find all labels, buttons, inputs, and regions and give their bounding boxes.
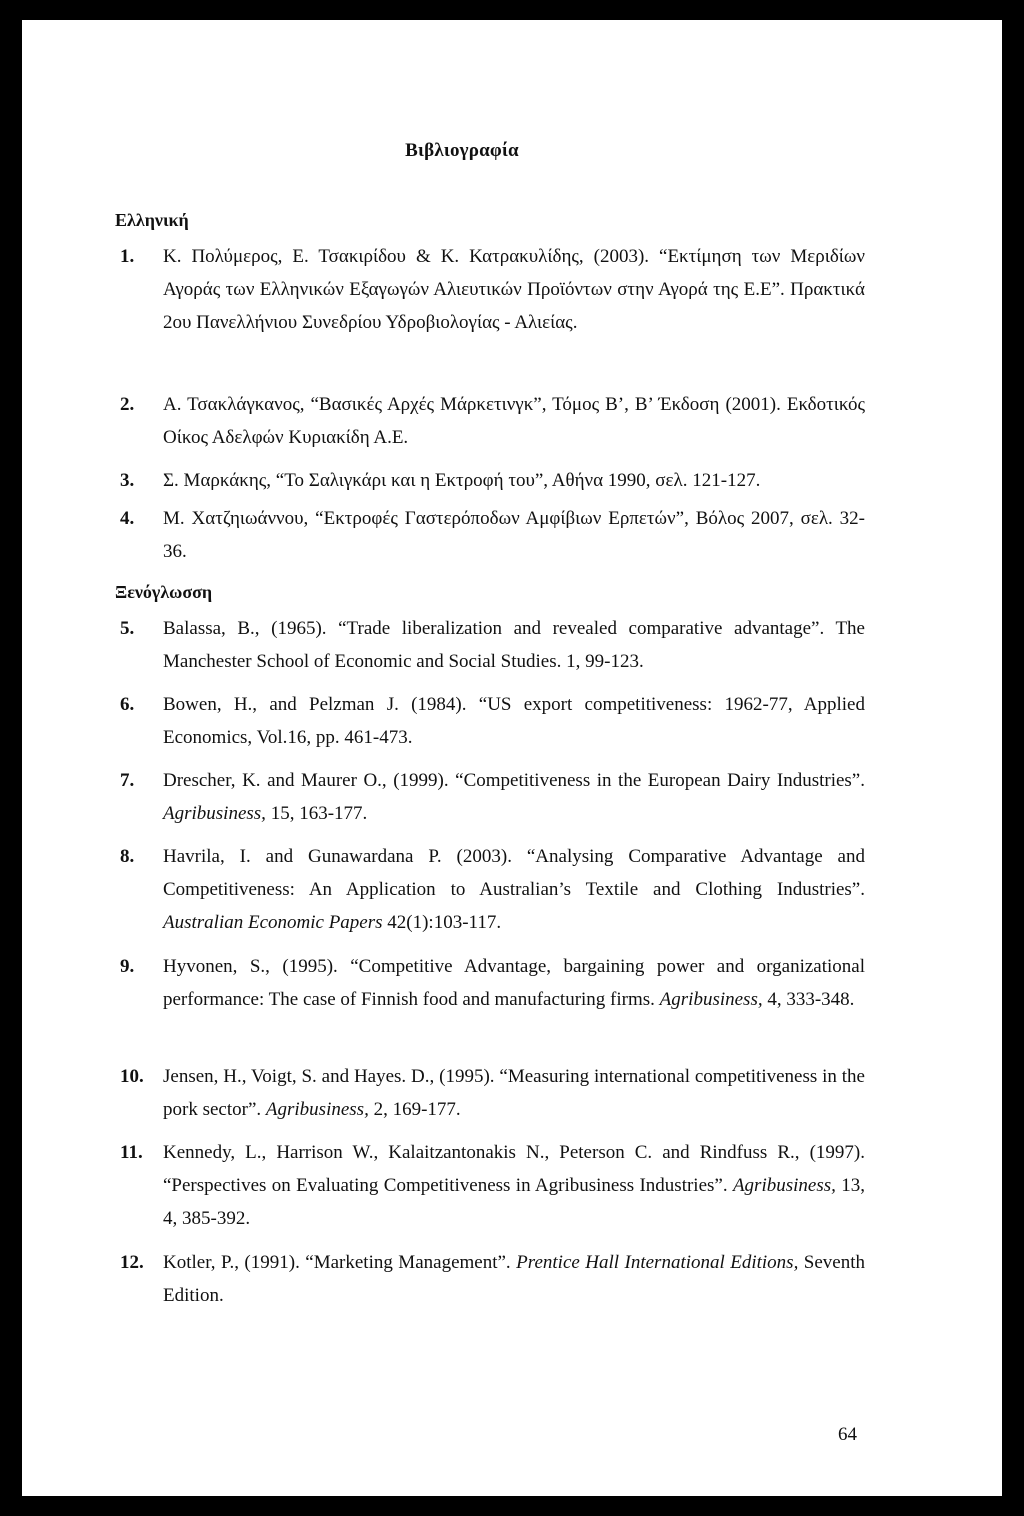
reference-number: 5.	[120, 618, 135, 639]
journal-name: Agribusiness,	[163, 803, 266, 824]
journal-name: Agribusiness,	[659, 989, 763, 1010]
reference-item	[120, 240, 865, 339]
reference-item	[120, 464, 865, 497]
reference-item	[120, 1136, 865, 1235]
reference-text: Hyvonen, S., (1995). “Competitive Advantage, bargaining power and organizational performance: The case of Finnish food and manufacturing firms. Agribusiness, 4, 333-348.	[163, 956, 865, 1010]
reference-text: Kotler, P., (1991). “Marketing Management”. Prentice Hall International Editions, Seventh Edition.	[163, 1252, 866, 1306]
section-heading-greek: Ελληνική	[115, 210, 189, 230]
reference-item	[120, 1246, 865, 1312]
reference-number: 3.	[120, 470, 135, 491]
reference-text: Jensen, H., Voigt, S. and Hayes. D., (1995). “Measuring international competitiveness in the pork sector”. Agribusiness, 2, 169-177.	[163, 1066, 865, 1120]
reference-text: Μ. Χατζηιωάννου, “Εκτροφές Γαστερόποδων Αμφίβιων Ερπετών”, Βόλος 2007, σελ. 32-36.	[163, 508, 865, 562]
document-page	[22, 20, 1002, 1496]
reference-text: Σ. Μαρκάκης, “Το Σαλιγκάρι και η Εκτροφή του”, Αθήνα 1990, σελ. 121-127.	[163, 470, 761, 491]
reference-text: Drescher, K. and Maurer O., (1999). “Competitiveness in the European Dairy Industries”. Agribusiness, 15, 163-177.	[163, 770, 865, 824]
reference-item	[120, 764, 865, 830]
journal-name: Prentice Hall International Editions,	[516, 1252, 799, 1273]
reference-number: 8.	[120, 846, 135, 867]
reference-text: Kennedy, L., Harrison W., Kalaitzantonakis N., Peterson C. and Rindfuss R., (1997). “Perspectives on Evaluating Competitiveness in Agribusiness Industries”. Agribusiness, 13, 4, 385-392.	[163, 1142, 865, 1229]
reference-number: 10.	[120, 1066, 144, 1087]
reference-number: 12.	[120, 1252, 144, 1273]
page-number: 64	[838, 1424, 857, 1445]
reference-number: 6.	[120, 694, 135, 715]
reference-text: Bowen, H., and Pelzman J. (1984). “US export competitiveness: 1962-77, Applied Economics, Vol.16, pp. 461-473.	[163, 694, 865, 748]
page-title: Βιβλιογραφία	[405, 140, 519, 161]
journal-name: Australian Economic Papers	[163, 912, 383, 933]
journal-name: Agribusiness,	[732, 1175, 836, 1196]
reference-item	[120, 688, 865, 754]
journal-name: Agribusiness,	[265, 1099, 369, 1120]
reference-item	[120, 950, 865, 1016]
reference-number: 2.	[120, 394, 135, 415]
reference-item	[120, 388, 865, 454]
reference-number: 1.	[120, 246, 135, 267]
reference-number: 9.	[120, 956, 135, 977]
reference-text: Κ. Πολύμερος, Ε. Τσακιρίδου & Κ. Κατρακυλίδης, (2003). “Εκτίμηση των Μεριδίων Αγοράς των Ελληνικών Εξαγωγών Αλιευτικών Προϊόντων στην Αγορά της Ε.Ε”. Πρακτικά 2ου Πανελλήνιου Συνεδρίου Υδροβιολογίας - Αλιείας.	[163, 246, 865, 333]
section-heading-foreign: Ξενόγλωσση	[115, 582, 213, 602]
reference-text: Balassa, B., (1965). “Trade liberalization and revealed comparative advantage”. The Manchester School of Economic and Social Studies. 1, 99-123.	[163, 618, 865, 672]
reference-text: Α. Τσακλάγκανος, “Βασικές Αρχές Μάρκετινγκ”, Τόμος Β’, Β’ Έκδοση (2001). Εκδοτικός Οίκος Αδελφών Κυριακίδη Α.Ε.	[163, 394, 865, 448]
reference-item	[120, 502, 865, 568]
reference-item	[120, 612, 865, 678]
reference-item	[120, 1060, 865, 1126]
reference-number: 4.	[120, 508, 135, 529]
reference-number: 11.	[120, 1142, 143, 1163]
reference-text: Havrila, I. and Gunawardana P. (2003). “Analysing Comparative Advantage and Competitiveness: An Application to Australian’s Textile and Clothing Industries”. Australian Economic Papers 42(1):103-117.	[163, 846, 865, 933]
reference-number: 7.	[120, 770, 135, 791]
reference-item	[120, 840, 865, 939]
